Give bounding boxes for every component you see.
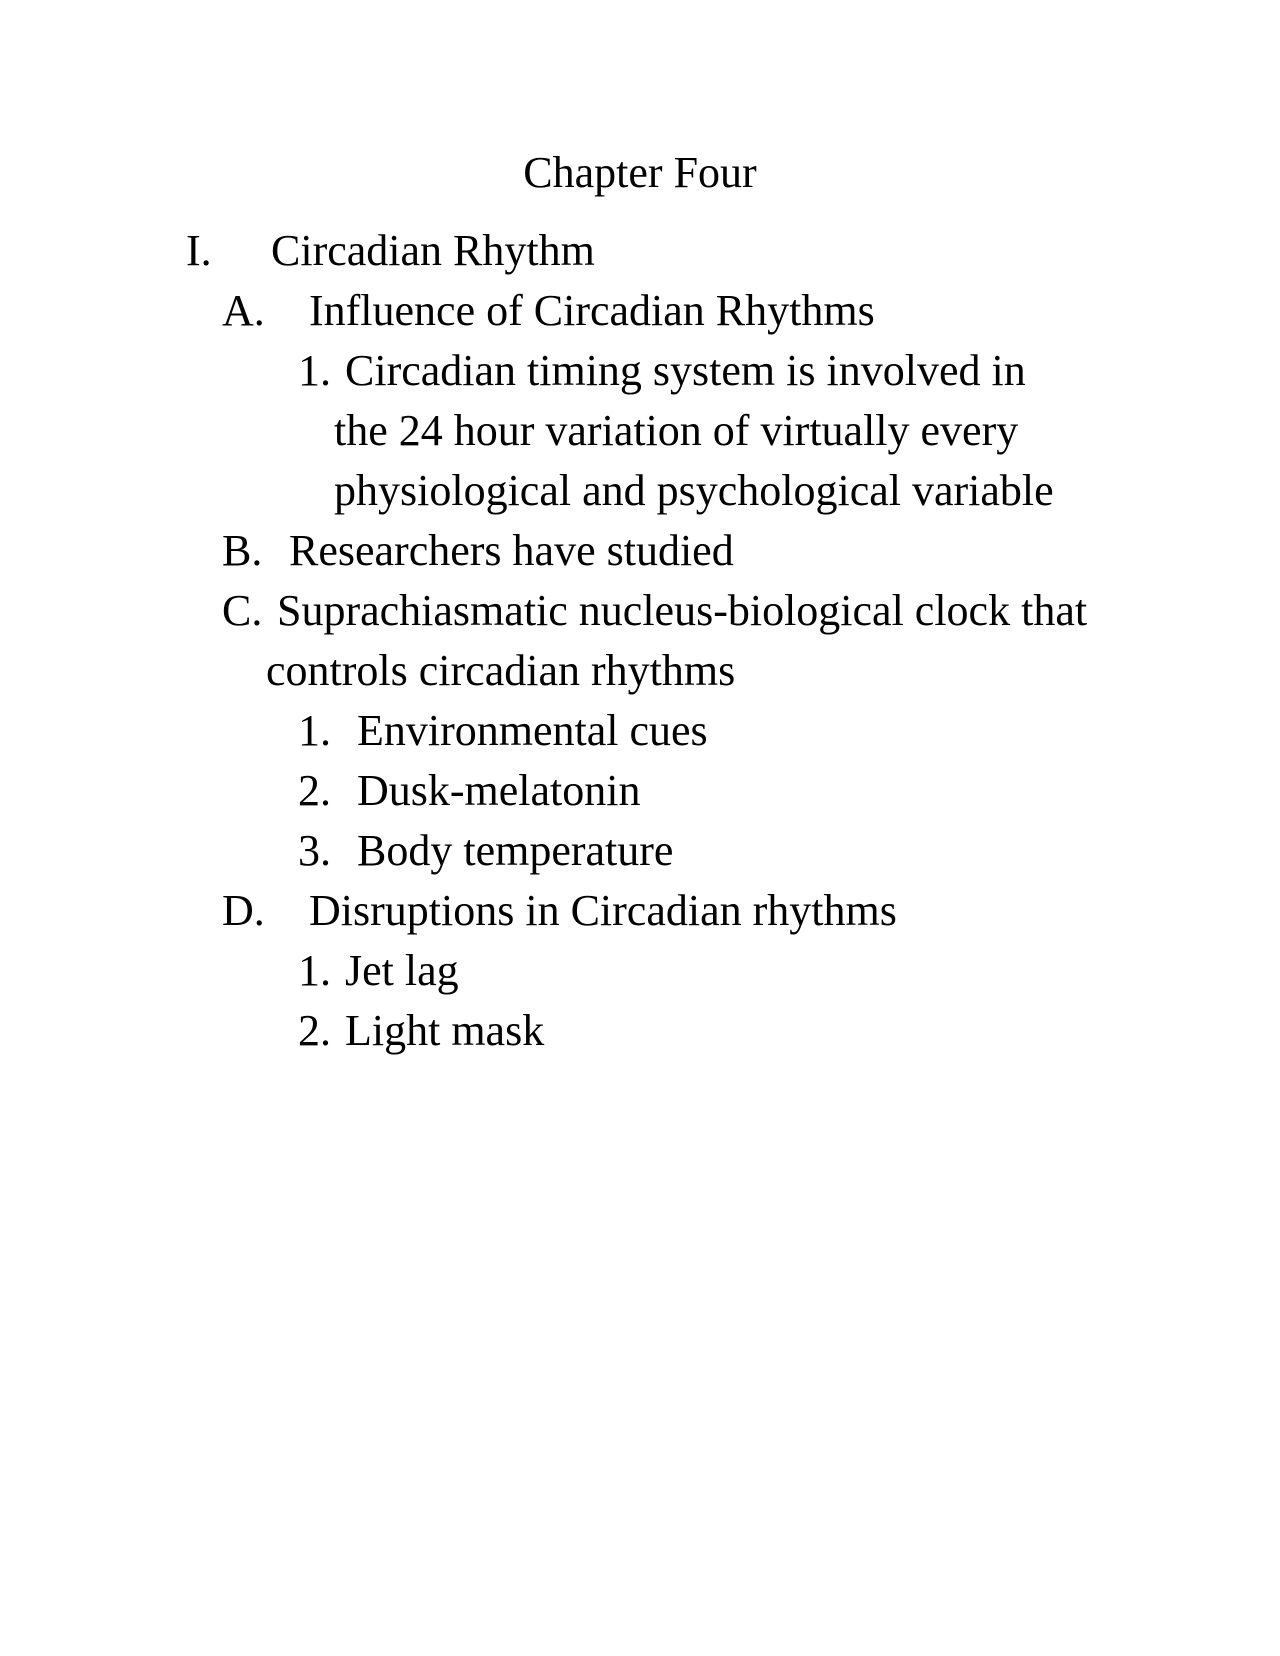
- subitem-text-line-3: physiological and psychological variable: [334, 466, 1054, 515]
- subitem-jet-lag: Jet lag: [345, 946, 459, 995]
- outline-marker-c-3: 3.: [298, 826, 331, 875]
- item-heading-disruptions: Disruptions in Circadian rhythms: [309, 886, 897, 935]
- subitem-text-line-2: the 24 hour variation of virtually every: [334, 406, 1019, 455]
- item-heading-influence: Influence of Circadian Rhythms: [309, 286, 875, 335]
- outline-marker-c-2: 2.: [298, 766, 331, 815]
- item-text-scn-line-2: controls circadian rhythms: [266, 646, 736, 695]
- outline-marker-c-1: 1.: [298, 706, 331, 755]
- subitem-dusk-melatonin: Dusk-melatonin: [357, 766, 641, 815]
- outline-marker-d: D.: [222, 886, 265, 935]
- outline-marker-d-1: 1.: [298, 946, 331, 995]
- outline-marker-c: C.: [222, 586, 263, 635]
- outline-marker-a: A.: [222, 286, 265, 335]
- outline-marker-d-2: 2.: [298, 1006, 331, 1055]
- subitem-body-temperature: Body temperature: [357, 826, 674, 875]
- outline-marker-b: B.: [222, 526, 263, 575]
- item-text-scn-line-1: Suprachiasmatic nucleus-biological clock that: [277, 586, 1088, 635]
- item-heading-researchers: Researchers have studied: [289, 526, 734, 575]
- outline-marker-a-1: 1.: [298, 346, 331, 395]
- section-heading-circadian-rhythm: Circadian Rhythm: [271, 226, 595, 275]
- subitem-text-line-1: Circadian timing system is involved in: [345, 346, 1026, 395]
- page-title: Chapter Four: [523, 148, 757, 197]
- outline-marker-roman-1: I.: [186, 226, 212, 275]
- subitem-light-mask: Light mask: [345, 1006, 545, 1055]
- subitem-environmental-cues: Environmental cues: [357, 706, 708, 755]
